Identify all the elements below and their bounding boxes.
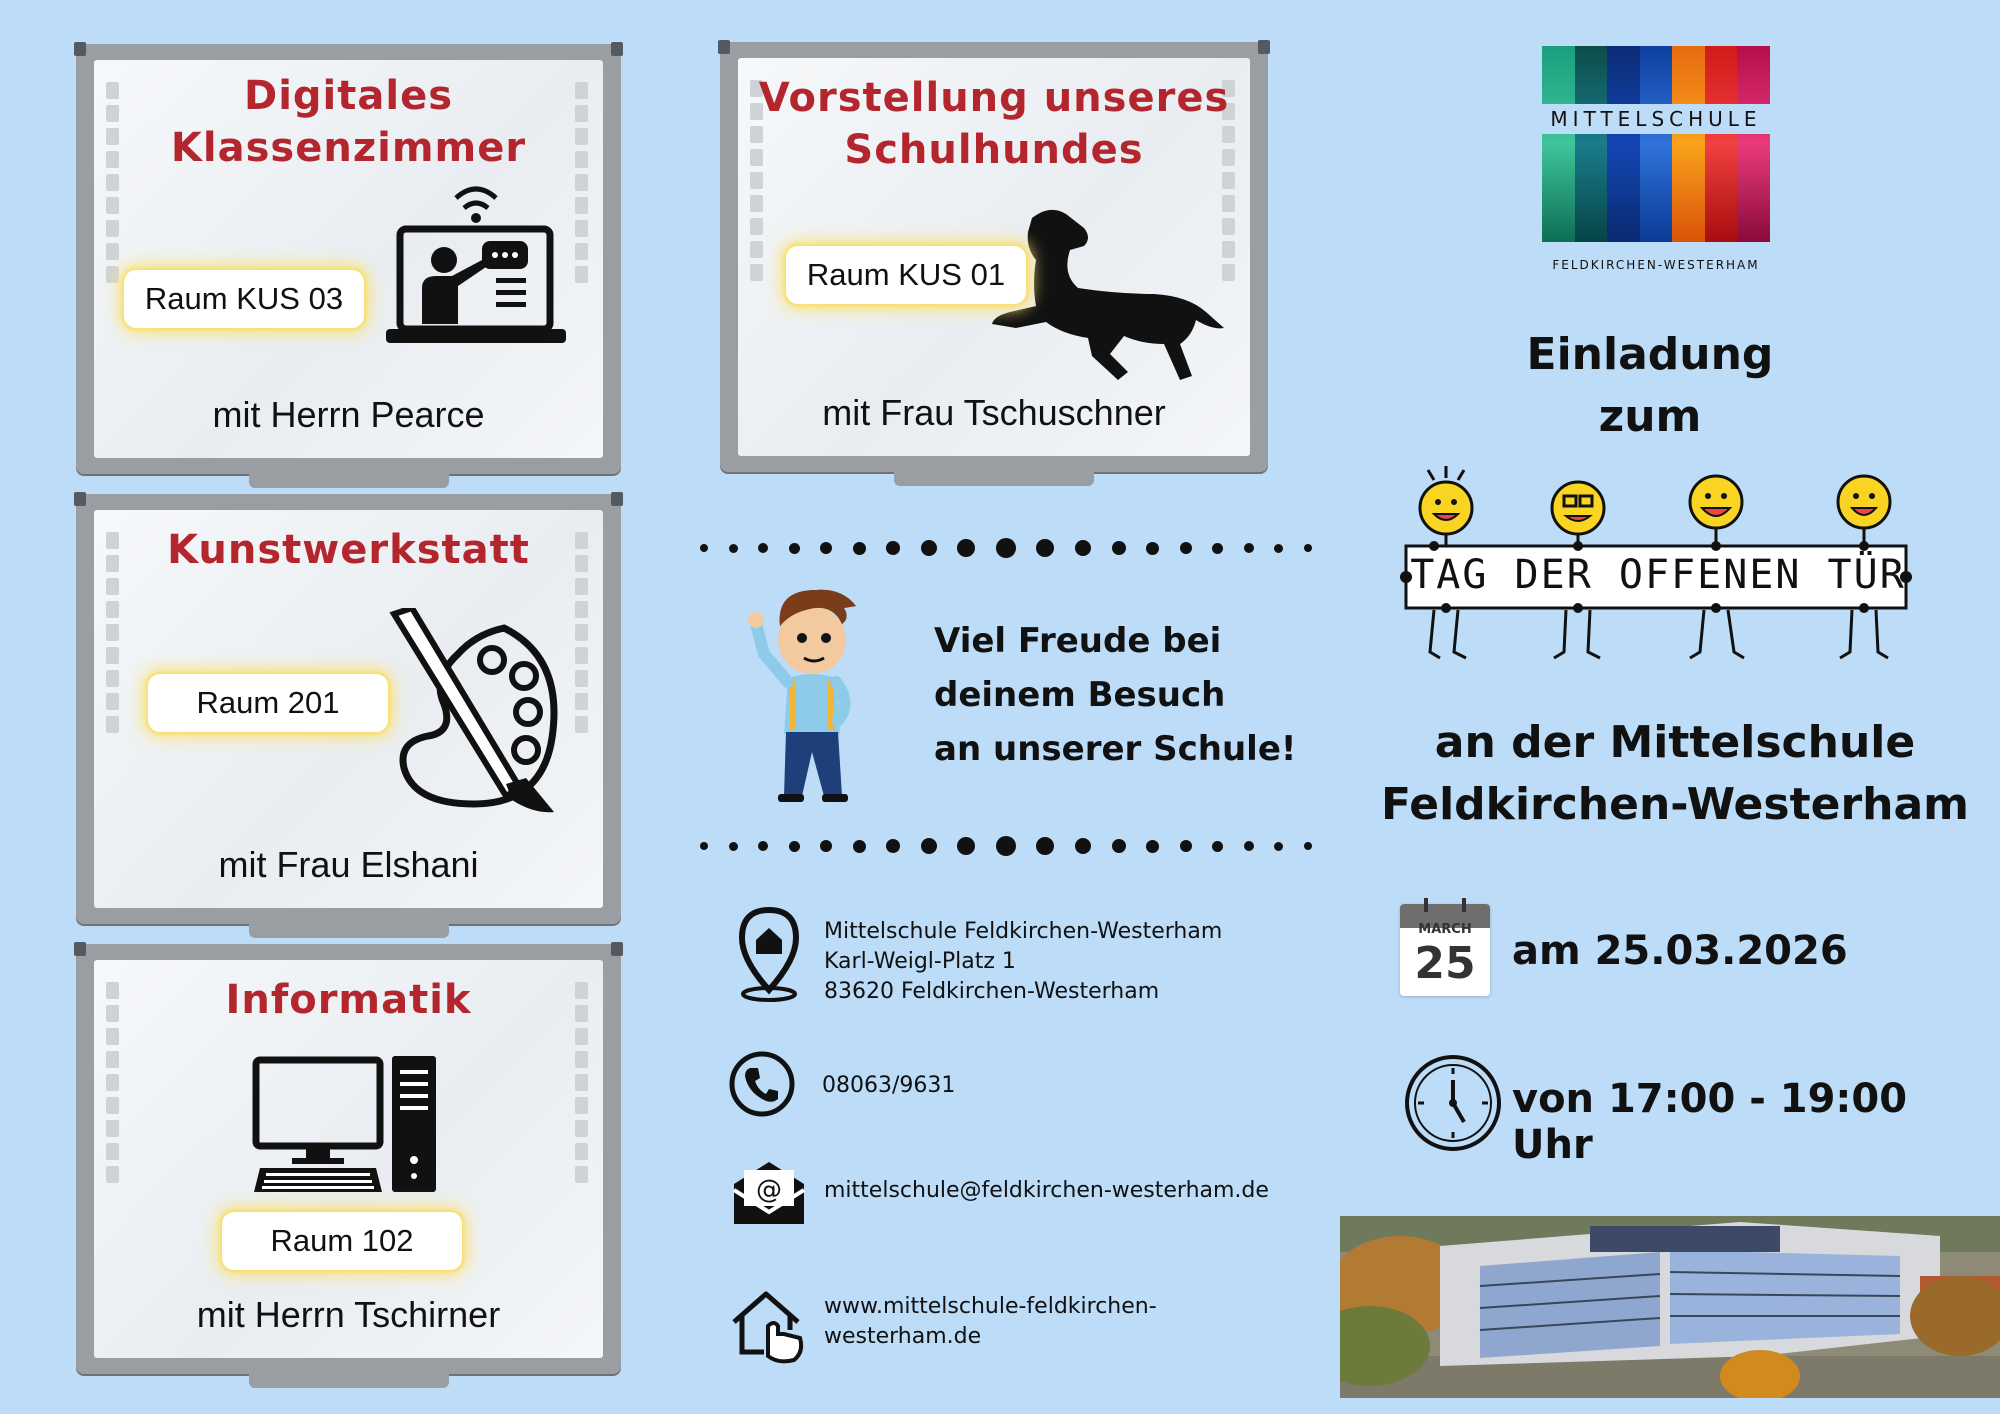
divider-dot	[789, 543, 800, 554]
event-time: von 17:00 - 19:00 Uhr	[1512, 1076, 1908, 1168]
website-url[interactable]: www.mittelschule-feldkirchen- westerham.de	[824, 1294, 1157, 1349]
teacher-name: mit Frau Tschuschner	[822, 392, 1166, 433]
divider-dot	[996, 538, 1016, 558]
divider-dot	[820, 840, 832, 852]
divider-dot	[996, 836, 1016, 856]
teacher-name: mit Frau Elshani	[218, 844, 479, 885]
divider-dot	[1212, 841, 1223, 852]
divider-dot	[886, 839, 900, 853]
divider-dot	[789, 841, 800, 852]
board-title: Informatik	[225, 977, 472, 1023]
calendar-day: 25	[1414, 938, 1476, 989]
board-title: Vorstellung unseres Schulhundes	[758, 75, 1230, 173]
online-teacher-icon	[386, 174, 566, 354]
divider-dot	[1274, 544, 1283, 553]
divider-dot	[1036, 837, 1054, 855]
computer-icon	[252, 1056, 442, 1196]
divider-dot	[700, 842, 708, 850]
palette-icon	[384, 608, 574, 818]
divider-dot	[921, 838, 937, 854]
room-label: Raum 102	[222, 1212, 462, 1270]
divider-dot	[1112, 541, 1126, 555]
dog-icon	[992, 204, 1232, 394]
divider-dot	[1180, 542, 1192, 554]
school-logo	[1542, 46, 1770, 276]
divider-dot	[1244, 543, 1254, 553]
divider-dot	[1274, 842, 1283, 851]
divider-dot	[1304, 544, 1312, 552]
invitation-heading: Einladung zum	[1526, 329, 1774, 442]
divider-dot	[1212, 543, 1223, 554]
calendar-month: MARCH	[1418, 922, 1472, 937]
school-building-photo	[1340, 1216, 2000, 1398]
board-title: Kunstwerkstatt	[167, 527, 530, 573]
phone-icon	[728, 1050, 796, 1118]
divider-dot	[1146, 840, 1159, 853]
email-address[interactable]: mittelschule@feldkirchen-westerham.de	[824, 1178, 1269, 1203]
divider-dot	[1075, 540, 1091, 556]
divider-dot	[1304, 842, 1312, 850]
divider-dot	[1146, 542, 1159, 555]
teacher-name: mit Herrn Pearce	[212, 394, 485, 435]
divider-dot	[853, 840, 866, 853]
website-home-click-icon	[728, 1286, 808, 1366]
whiteboard-school-dog	[720, 42, 1268, 472]
address-text: Mittelschule Feldkirchen-Westerham Karl-Weigl-Platz 1 83620 Feldkirchen-Westerham	[824, 919, 1223, 1004]
greeting-text: Viel Freude bei deinem Besuch an unserer Schule!	[934, 621, 1297, 769]
dotted-divider-bottom	[700, 834, 1312, 858]
svg-text:@: @	[756, 1175, 782, 1205]
divider-dot	[921, 540, 937, 556]
room-label: Raum 201	[148, 674, 388, 732]
clock-icon	[1402, 1052, 1504, 1154]
divider-dot	[758, 841, 768, 851]
school-name-heading: an der Mittelschule Feldkirchen-Westerham	[1380, 717, 1970, 830]
whiteboard-digital-classroom	[76, 44, 621, 474]
calendar-icon	[1400, 904, 1490, 996]
divider-dot	[886, 541, 900, 555]
divider-dot	[1244, 841, 1254, 851]
divider-dot	[957, 539, 975, 557]
phone-number[interactable]: 08063/9631	[822, 1073, 956, 1098]
room-label: Raum KUS 03	[124, 270, 364, 328]
divider-dot	[729, 544, 738, 553]
whiteboard-computer-science	[76, 944, 621, 1374]
divider-dot	[1180, 840, 1192, 852]
location-home-icon	[736, 906, 802, 1002]
divider-dot	[758, 543, 768, 553]
boy-waving-illustration	[746, 584, 876, 810]
room-label: Raum KUS 01	[786, 246, 1026, 304]
divider-dot	[853, 542, 866, 555]
event-date: am 25.03.2026	[1512, 928, 1848, 974]
divider-dot	[729, 842, 738, 851]
dotted-divider-top	[700, 536, 1312, 560]
divider-dot	[820, 542, 832, 554]
divider-dot	[700, 544, 708, 552]
divider-dot	[1075, 838, 1091, 854]
board-title: Digitales Klassenzimmer	[170, 73, 527, 171]
whiteboard-art-workshop	[76, 494, 621, 924]
open-day-banner-text: TAG DER OFFENEN TÜR	[1410, 552, 1906, 598]
logo-top-text: MITTELSCHULE	[1542, 104, 1770, 134]
divider-dot	[1112, 839, 1126, 853]
email-icon	[730, 1160, 808, 1226]
divider-dot	[1036, 539, 1054, 557]
teacher-name: mit Herrn Tschirner	[196, 1294, 501, 1335]
divider-dot	[957, 837, 975, 855]
logo-bottom-text: FELDKIRCHEN-WESTERHAM	[1552, 258, 1760, 272]
